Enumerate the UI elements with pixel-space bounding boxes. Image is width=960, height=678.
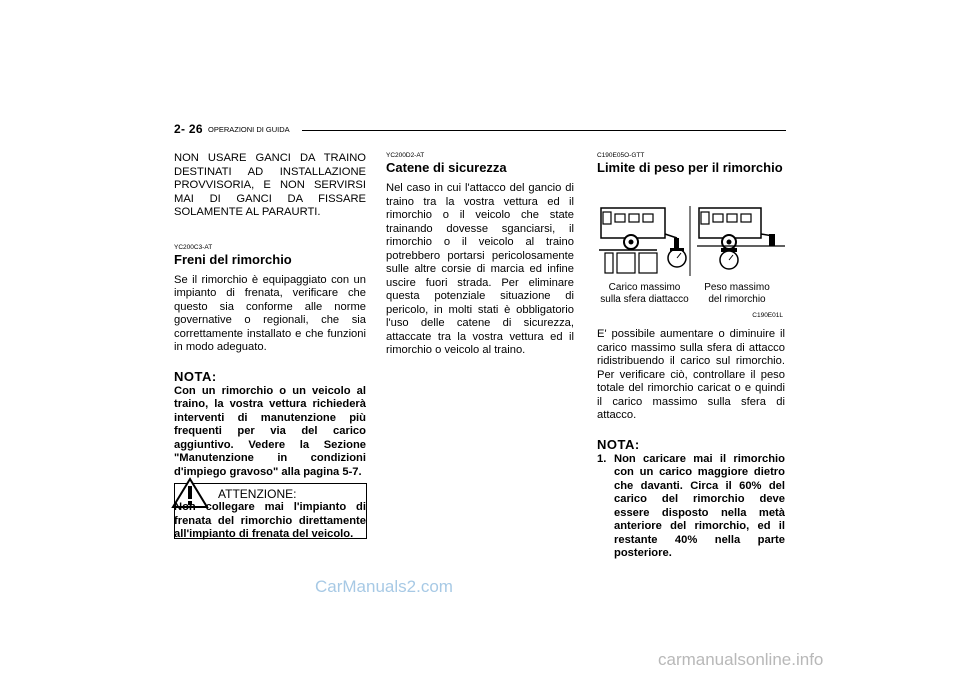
header-divider bbox=[302, 130, 786, 131]
nota-title: NOTA: bbox=[174, 368, 217, 384]
watermark-carmanualsonline: carmanualsonline.info bbox=[658, 650, 824, 669]
nota-item-number: 1. bbox=[597, 452, 607, 465]
nota-item-text: Non caricare mai il rimorchio con un carico maggiore dietro che davanti. Circa il 60% del carico del rimorchio deve essere disposto nella metà anteriore del rimorchio, ed il restante 40% nella parte posteriore. bbox=[614, 452, 785, 559]
section-code: C190E05O-GTT bbox=[597, 152, 645, 159]
safety-chains-body: Nel caso in cui l'attacco del gancio di traino tra la vostra vettura ed il rimorchio o il veicolo che state trainando dovesse sganciarsi, il rimorchio o il veicolo al traino potrebbero portarsi pericolosamente sulle altre corsie di marcia ed infine uscire fuori strada. Per eliminare questa potenziale situazione di pericolo, in molti stati è obbligatorio l'uso delle catene di sicurezza, attaccate tra la vostra vettura ed il rimorchio o veicolo al traino. bbox=[386, 182, 574, 356]
watermark-carmanuals2: CarManuals2.com bbox=[315, 577, 453, 596]
trailer-weight-figure bbox=[597, 198, 787, 324]
figure-caption-trailer-weight: Peso massimo del rimorchio bbox=[704, 282, 770, 305]
gross-weight-illustration bbox=[697, 208, 785, 269]
page-number: 2- 26 bbox=[174, 122, 203, 136]
column-right-body bbox=[597, 328, 785, 561]
trailer-brakes-body: Se il rimorchio è equipaggiato con un impianto di frenata, verificare che questo sia conforme alle norme governative o regionali, che sia correttamente installato e che funzioni in modo adeguato. bbox=[174, 273, 366, 353]
page-header bbox=[174, 122, 786, 138]
figure-caption-tongue-weight: Carico massimo sulla sfera diattacco bbox=[600, 282, 689, 305]
column-left bbox=[174, 152, 366, 479]
tongue-weight-illustration bbox=[599, 208, 686, 273]
section-heading-trailer-brakes: Freni del rimorchio bbox=[174, 251, 292, 267]
column-right bbox=[597, 152, 785, 182]
section-heading-trailer-weight: Limite di peso per il rimorchio bbox=[597, 160, 783, 175]
section-title: OPERAZIONI DI GUIDA bbox=[208, 125, 290, 134]
figure-code: C190E01L bbox=[752, 312, 783, 319]
nota-title: NOTA: bbox=[597, 436, 640, 452]
warning-title: ATTENZIONE: bbox=[218, 487, 297, 501]
section-code: YC200D2-AT bbox=[386, 152, 425, 159]
column-middle bbox=[386, 152, 574, 358]
warning-text: Non collegare mai l'impianto di frenata del rimorchio direttamente all'impianto di frenata del veicolo. bbox=[174, 501, 366, 540]
nota-list-item bbox=[597, 453, 785, 561]
trailer-weight-body: E' possibile aumentare o diminuire il carico massimo sulla sfera di attacco ridistribuendo il carico sul rimorchio. Per verificare ciò, controllare il peso totale del rimorchio caricat o e quindi il carico massimo sulla sfera di attacco. bbox=[597, 328, 785, 421]
trailer-illustration bbox=[597, 198, 787, 278]
section-code: YC200C3-AT bbox=[174, 243, 213, 251]
intro-warning-text: NON USARE GANCI DA TRAINO DESTINATI AD INSTALLAZIONE PROVVISORIA, E NON SERVIRSI MAI DI GANCI DA FISSARE SOLAMENTE AL PARAURTI. bbox=[174, 152, 366, 218]
section-heading-safety-chains: Catene di sicurezza bbox=[386, 160, 507, 175]
nota-body: Con un rimorchio o un veicolo al traino, la vostra vettura richiederà interventi di manutenzione più frequenti per via del carico aggiuntivo. Vedere la Sezione "Manutenzione in condizioni d'impiego gravoso" alla pagina 5-7. bbox=[174, 384, 366, 478]
